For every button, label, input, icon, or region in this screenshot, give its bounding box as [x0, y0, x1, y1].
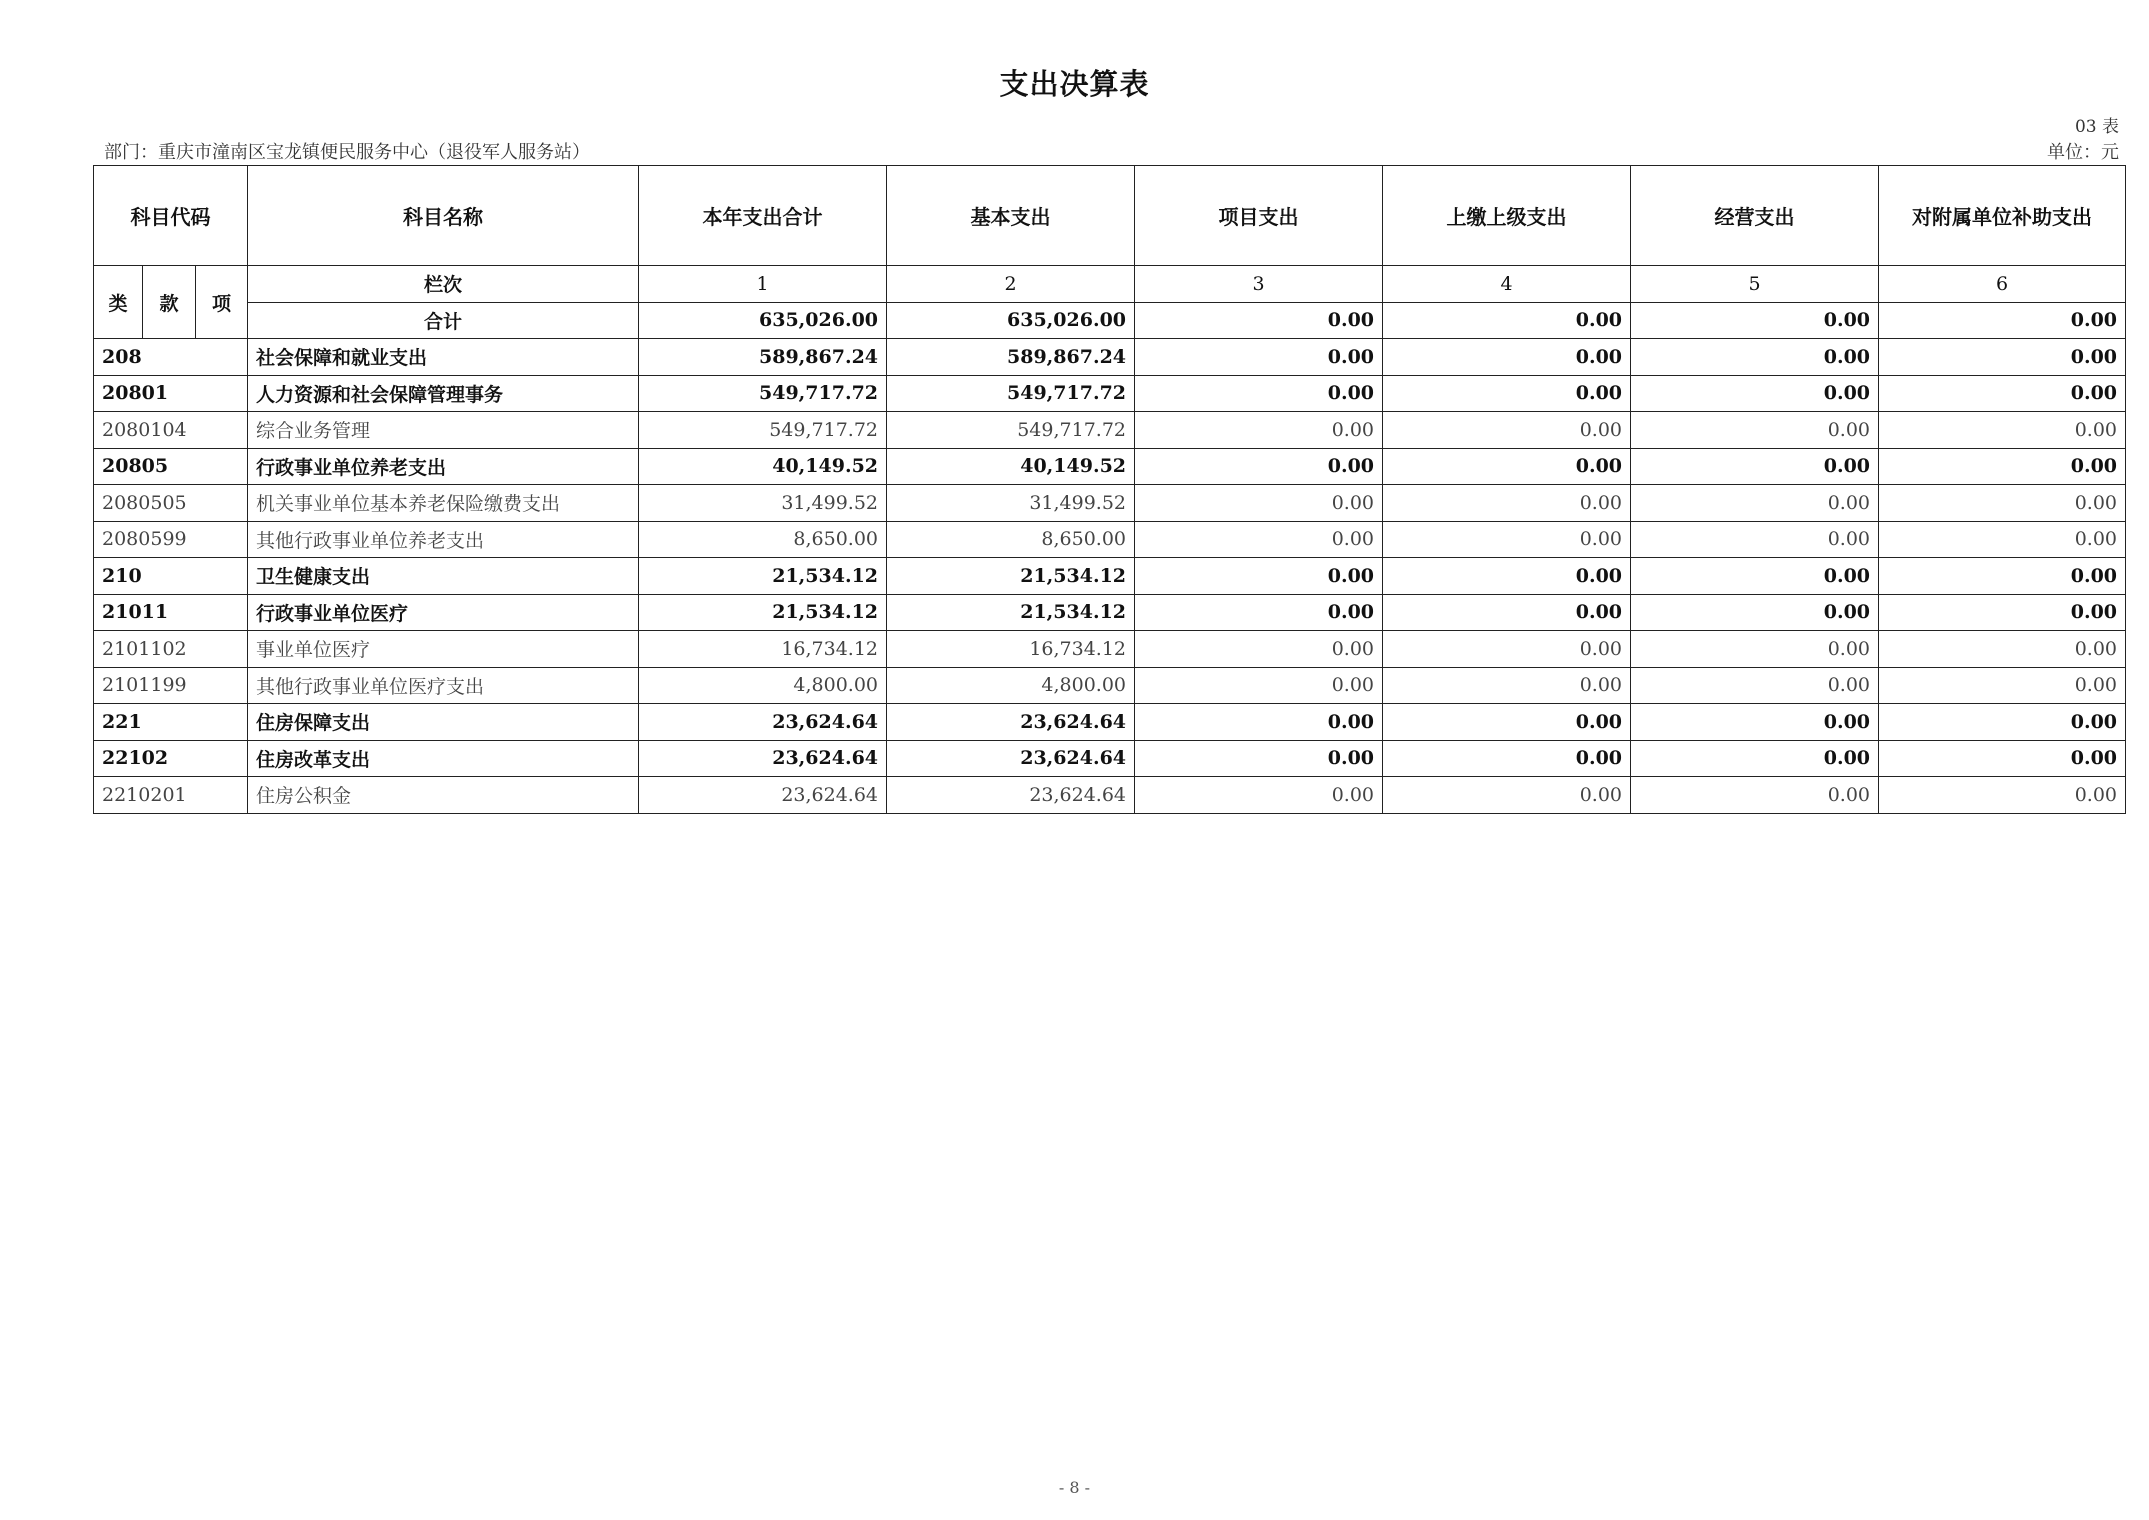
subject-code: 2101199	[94, 667, 248, 704]
table-row	[94, 704, 2126, 741]
amount-cell: 23,624.64	[639, 777, 887, 814]
amount-cell: 0.00	[1879, 631, 2126, 668]
amount-cell: 0.00	[1631, 412, 1879, 449]
table-row	[94, 521, 2126, 558]
amount-cell: 589,867.24	[887, 339, 1135, 376]
amount-cell: 549,717.72	[887, 412, 1135, 449]
subject-name: 住房保障支出	[248, 704, 639, 741]
amount-cell: 31,499.52	[639, 485, 887, 522]
table-row	[94, 448, 2126, 485]
amount-cell: 0.00	[1383, 631, 1631, 668]
xiang-label: 项	[196, 266, 248, 339]
amount-cell: 23,624.64	[887, 777, 1135, 814]
subject-name: 其他行政事业单位医疗支出	[248, 667, 639, 704]
amount-cell: 0.00	[1631, 704, 1879, 741]
amount-cell: 4,800.00	[887, 667, 1135, 704]
header-total: 本年支出合计	[639, 166, 887, 266]
amount-cell: 16,734.12	[639, 631, 887, 668]
table-row	[94, 631, 2126, 668]
col-number: 5	[1631, 266, 1879, 303]
subject-code: 221	[94, 704, 248, 741]
header-remit: 上缴上级支出	[1383, 166, 1631, 266]
amount-cell: 0.00	[1135, 485, 1383, 522]
subject-name: 其他行政事业单位养老支出	[248, 521, 639, 558]
subject-name: 社会保障和就业支出	[248, 339, 639, 376]
amount-cell: 0.00	[1383, 412, 1631, 449]
subject-name: 人力资源和社会保障管理事务	[248, 375, 639, 412]
amount-cell: 549,717.72	[639, 375, 887, 412]
amount-cell: 0.00	[1135, 521, 1383, 558]
col-number: 2	[887, 266, 1135, 303]
amount-cell: 0.00	[1135, 339, 1383, 376]
total-value: 635,026.00	[639, 302, 887, 339]
kuan-label: 款	[143, 266, 196, 339]
amount-cell: 0.00	[1135, 375, 1383, 412]
total-value: 0.00	[1631, 302, 1879, 339]
amount-cell: 4,800.00	[639, 667, 887, 704]
subject-name: 机关事业单位基本养老保险缴费支出	[248, 485, 639, 522]
amount-cell: 0.00	[1879, 558, 2126, 595]
header-row	[94, 166, 2126, 266]
subject-code: 20805	[94, 448, 248, 485]
amount-cell: 0.00	[1135, 704, 1383, 741]
page-title: 支出决算表	[999, 67, 1150, 101]
amount-cell: 0.00	[1135, 777, 1383, 814]
amount-cell: 0.00	[1383, 558, 1631, 595]
amount-cell: 0.00	[1383, 740, 1631, 777]
table-row	[94, 777, 2126, 814]
amount-cell: 0.00	[1879, 412, 2126, 449]
table-number: 03 表	[2074, 117, 2119, 137]
lei-label: 类	[94, 266, 143, 339]
amount-cell: 0.00	[1383, 521, 1631, 558]
subject-name: 住房改革支出	[248, 740, 639, 777]
subject-name: 卫生健康支出	[248, 558, 639, 595]
expenditure-table	[93, 165, 2126, 814]
amount-cell: 0.00	[1879, 777, 2126, 814]
amount-cell: 0.00	[1631, 558, 1879, 595]
total-label: 合计	[248, 302, 639, 339]
unit-label: 单位：元	[2047, 142, 2119, 163]
amount-cell: 0.00	[1631, 740, 1879, 777]
amount-cell: 0.00	[1879, 740, 2126, 777]
subject-name: 综合业务管理	[248, 412, 639, 449]
subject-code: 2080104	[94, 412, 248, 449]
col-number: 1	[639, 266, 887, 303]
amount-cell: 0.00	[1135, 412, 1383, 449]
amount-cell: 0.00	[1383, 594, 1631, 631]
amount-cell: 40,149.52	[887, 448, 1135, 485]
amount-cell: 0.00	[1383, 448, 1631, 485]
subject-code: 21011	[94, 594, 248, 631]
table-row	[94, 375, 2126, 412]
lanci-label: 栏次	[248, 266, 639, 303]
amount-cell: 0.00	[1879, 667, 2126, 704]
amount-cell: 0.00	[1879, 339, 2126, 376]
table-row	[94, 558, 2126, 595]
amount-cell: 0.00	[1879, 448, 2126, 485]
amount-cell: 0.00	[1879, 594, 2126, 631]
amount-cell: 23,624.64	[639, 740, 887, 777]
column-index-row	[94, 266, 2126, 303]
subject-name: 行政事业单位养老支出	[248, 448, 639, 485]
header-name: 科目名称	[248, 166, 639, 266]
amount-cell: 0.00	[1135, 667, 1383, 704]
amount-cell: 31,499.52	[887, 485, 1135, 522]
amount-cell: 16,734.12	[887, 631, 1135, 668]
subject-name: 住房公积金	[248, 777, 639, 814]
amount-cell: 21,534.12	[887, 558, 1135, 595]
department-label: 部门：重庆市潼南区宝龙镇便民服务中心（退役军人服务站）	[104, 142, 590, 163]
table-row	[94, 594, 2126, 631]
subject-code: 2080505	[94, 485, 248, 522]
amount-cell: 23,624.64	[887, 740, 1135, 777]
amount-cell: 0.00	[1631, 631, 1879, 668]
amount-cell: 0.00	[1879, 704, 2126, 741]
subject-code: 20801	[94, 375, 248, 412]
amount-cell: 8,650.00	[887, 521, 1135, 558]
amount-cell: 549,717.72	[639, 412, 887, 449]
header-basic: 基本支出	[887, 166, 1135, 266]
amount-cell: 0.00	[1383, 485, 1631, 522]
col-number: 4	[1383, 266, 1631, 303]
amount-cell: 0.00	[1383, 667, 1631, 704]
subject-code: 2101102	[94, 631, 248, 668]
amount-cell: 0.00	[1135, 740, 1383, 777]
subject-code: 210	[94, 558, 248, 595]
header-operating: 经营支出	[1631, 166, 1879, 266]
amount-cell: 0.00	[1631, 485, 1879, 522]
table-row	[94, 667, 2126, 704]
amount-cell: 23,624.64	[887, 704, 1135, 741]
amount-cell: 23,624.64	[639, 704, 887, 741]
amount-cell: 0.00	[1631, 777, 1879, 814]
amount-cell: 21,534.12	[887, 594, 1135, 631]
amount-cell: 0.00	[1135, 594, 1383, 631]
amount-cell: 8,650.00	[639, 521, 887, 558]
amount-cell: 21,534.12	[639, 594, 887, 631]
total-row	[94, 302, 2126, 339]
amount-cell: 0.00	[1135, 448, 1383, 485]
subject-name: 行政事业单位医疗	[248, 594, 639, 631]
total-value: 0.00	[1135, 302, 1383, 339]
header-code: 科目代码	[94, 166, 248, 266]
subject-code: 22102	[94, 740, 248, 777]
subject-code: 208	[94, 339, 248, 376]
amount-cell: 0.00	[1631, 594, 1879, 631]
table-row	[94, 339, 2126, 376]
total-value: 0.00	[1383, 302, 1631, 339]
amount-cell: 0.00	[1631, 375, 1879, 412]
amount-cell: 0.00	[1135, 631, 1383, 668]
amount-cell: 0.00	[1383, 375, 1631, 412]
amount-cell: 0.00	[1879, 521, 2126, 558]
amount-cell: 0.00	[1631, 448, 1879, 485]
amount-cell: 0.00	[1879, 375, 2126, 412]
amount-cell: 0.00	[1631, 667, 1879, 704]
header-project: 项目支出	[1135, 166, 1383, 266]
col-number: 6	[1879, 266, 2126, 303]
amount-cell: 0.00	[1631, 521, 1879, 558]
amount-cell: 21,534.12	[639, 558, 887, 595]
subject-code: 2080599	[94, 521, 248, 558]
amount-cell: 0.00	[1383, 704, 1631, 741]
table-row	[94, 485, 2126, 522]
table-row	[94, 412, 2126, 449]
amount-cell: 549,717.72	[887, 375, 1135, 412]
subject-code: 2210201	[94, 777, 248, 814]
amount-cell: 40,149.52	[639, 448, 887, 485]
header-subsidy: 对附属单位补助支出	[1879, 166, 2126, 266]
amount-cell: 0.00	[1135, 558, 1383, 595]
total-value: 0.00	[1879, 302, 2126, 339]
amount-cell: 0.00	[1383, 339, 1631, 376]
amount-cell: 0.00	[1631, 339, 1879, 376]
subject-name: 事业单位医疗	[248, 631, 639, 668]
amount-cell: 589,867.24	[639, 339, 887, 376]
col-number: 3	[1135, 266, 1383, 303]
table-row	[94, 740, 2126, 777]
amount-cell: 0.00	[1879, 485, 2126, 522]
total-value: 635,026.00	[887, 302, 1135, 339]
page-number: - 8 -	[1058, 1478, 1091, 1497]
amount-cell: 0.00	[1383, 777, 1631, 814]
